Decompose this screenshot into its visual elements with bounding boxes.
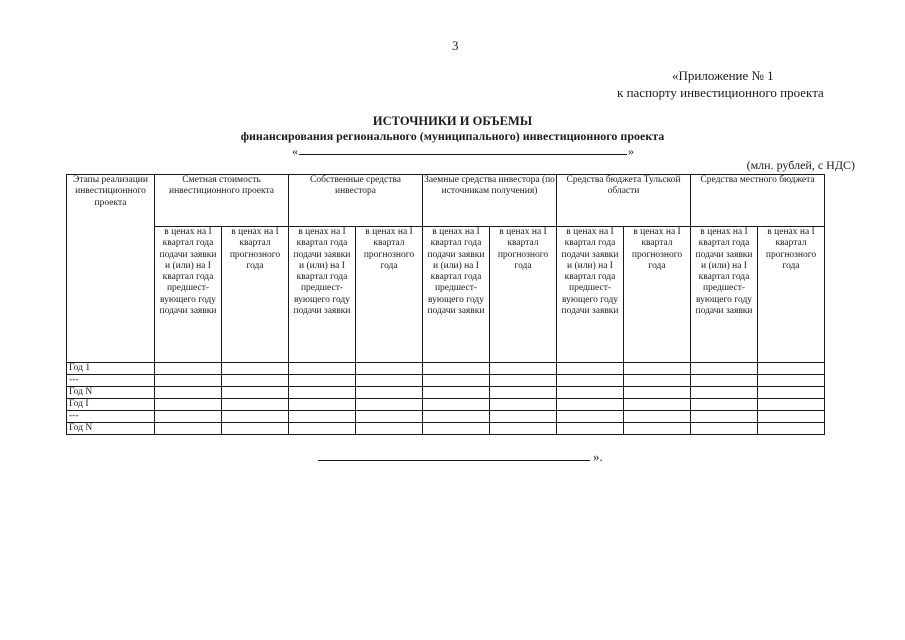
subheader-forecast-prices: в ценах на I квартал прогнозного года: [222, 227, 289, 363]
open-quote: «: [292, 144, 298, 158]
table-cell: [490, 387, 557, 399]
table-cell: [758, 423, 825, 435]
row-label: Год I: [67, 399, 155, 411]
table-cell: [289, 387, 356, 399]
stage-column-header: Этапы реализации инвестиционного проекта: [67, 175, 155, 363]
table-cell: [691, 387, 758, 399]
table-cell: [691, 375, 758, 387]
table-cell: [155, 363, 222, 375]
subheader-application-prices: в ценах на I квартал года подачи заявки и (или) на I квартал года предшест-вующего году подачи заявки: [423, 227, 490, 363]
closing-quote: ».: [593, 449, 603, 464]
table-cell: [423, 399, 490, 411]
table-cell: [691, 423, 758, 435]
table-cell: [758, 375, 825, 387]
table-row: [67, 399, 825, 411]
table-cell: [289, 399, 356, 411]
table-cell: [356, 363, 423, 375]
table-cell: [289, 375, 356, 387]
table-cell: [356, 387, 423, 399]
subheader-application-prices: в ценах на I квартал года подачи заявки и (или) на I квартал года предшест-вующего году подачи заявки: [155, 227, 222, 363]
subheader-forecast-prices: в ценах на I квартал прогнозного года: [490, 227, 557, 363]
table-cell: [490, 399, 557, 411]
table-cell: [758, 399, 825, 411]
table-cell: [490, 363, 557, 375]
group-header-estimated-cost: Сметная стоимость инвестиционного проекта: [155, 175, 289, 227]
table-row: [67, 387, 825, 399]
table-cell: [155, 387, 222, 399]
close-quote: »: [628, 144, 634, 158]
table-cell: [557, 423, 624, 435]
table-cell: [557, 387, 624, 399]
table-cell: [222, 411, 289, 423]
document-title: ИСТОЧНИКИ И ОБЪЕМЫ: [372, 114, 533, 128]
table-cell: [624, 375, 691, 387]
table-row: [67, 363, 825, 375]
table-cell: [155, 375, 222, 387]
table-cell: [155, 423, 222, 435]
appendix-reference: к паспорту инвестиционного проекта: [617, 85, 824, 100]
group-header-local-budget: Средства местного бюджета: [691, 175, 825, 227]
table-cell: [155, 411, 222, 423]
table-cell: [289, 363, 356, 375]
units-label: (млн. рублей, с НДС): [746, 158, 855, 172]
table-cell: [691, 399, 758, 411]
table-cell: [624, 387, 691, 399]
table-row: [67, 411, 825, 423]
table-cell: [557, 363, 624, 375]
table-cell: [356, 423, 423, 435]
table-cell: [423, 363, 490, 375]
table-cell: [222, 375, 289, 387]
table-cell: [490, 423, 557, 435]
table-cell: [222, 399, 289, 411]
table-cell: [557, 411, 624, 423]
table-cell: [423, 423, 490, 435]
group-header-borrowed-funds: Заемные средства инвестора (по источникам получения): [423, 175, 557, 227]
table-cell: [222, 363, 289, 375]
page-number: 3: [452, 38, 459, 53]
table-cell: [356, 375, 423, 387]
row-label: ---: [67, 375, 155, 387]
appendix-label: «Приложение № 1: [672, 68, 774, 83]
table-cell: [490, 375, 557, 387]
table-cell: [758, 363, 825, 375]
row-label: Год 1: [67, 363, 155, 375]
row-label: Год N: [67, 387, 155, 399]
subheader-forecast-prices: в ценах на I квартал прогнозного года: [758, 227, 825, 363]
table-cell: [557, 399, 624, 411]
document-subtitle: финансирования регионального (муниципального) инвестиционного проекта: [240, 129, 665, 143]
table-cell: [289, 411, 356, 423]
table-cell: [490, 411, 557, 423]
table-cell: [624, 423, 691, 435]
table-cell: [758, 411, 825, 423]
closing-blank: [318, 448, 590, 461]
table-cell: [289, 423, 356, 435]
table-cell: [758, 387, 825, 399]
table-cell: [155, 399, 222, 411]
table-cell: [423, 387, 490, 399]
closing-line: [318, 448, 603, 465]
table-cell: [356, 399, 423, 411]
table-cell: [356, 411, 423, 423]
table-cell: [691, 363, 758, 375]
group-header-own-funds: Собственные средства инвестора: [289, 175, 423, 227]
table-cell: [222, 387, 289, 399]
table-cell: [423, 411, 490, 423]
subheader-forecast-prices: в ценах на I квартал прогнозного года: [624, 227, 691, 363]
subheader-application-prices: в ценах на I квартал года подачи заявки и (или) на I квартал года предшест-вующего году подачи заявки: [691, 227, 758, 363]
project-name-field: [292, 144, 634, 159]
financing-table: [66, 174, 825, 435]
subheader-application-prices: в ценах на I квартал года подачи заявки и (или) на I квартал года предшест-вующего году подачи заявки: [557, 227, 624, 363]
table-cell: [557, 375, 624, 387]
table-cell: [624, 399, 691, 411]
subheader-application-prices: в ценах на I квартал года подачи заявки и (или) на I квартал года предшест-вующего году подачи заявки: [289, 227, 356, 363]
table-cell: [423, 375, 490, 387]
row-label: ---: [67, 411, 155, 423]
row-label: Год N: [67, 423, 155, 435]
table-row: [67, 375, 825, 387]
table-cell: [624, 363, 691, 375]
project-name-blank: [299, 145, 627, 155]
table-cell: [691, 411, 758, 423]
group-header-regional-budget: Средства бюджета Тульской области: [557, 175, 691, 227]
table-cell: [222, 423, 289, 435]
table-cell: [624, 411, 691, 423]
table-row: [67, 423, 825, 435]
subheader-forecast-prices: в ценах на I квартал прогнозного года: [356, 227, 423, 363]
